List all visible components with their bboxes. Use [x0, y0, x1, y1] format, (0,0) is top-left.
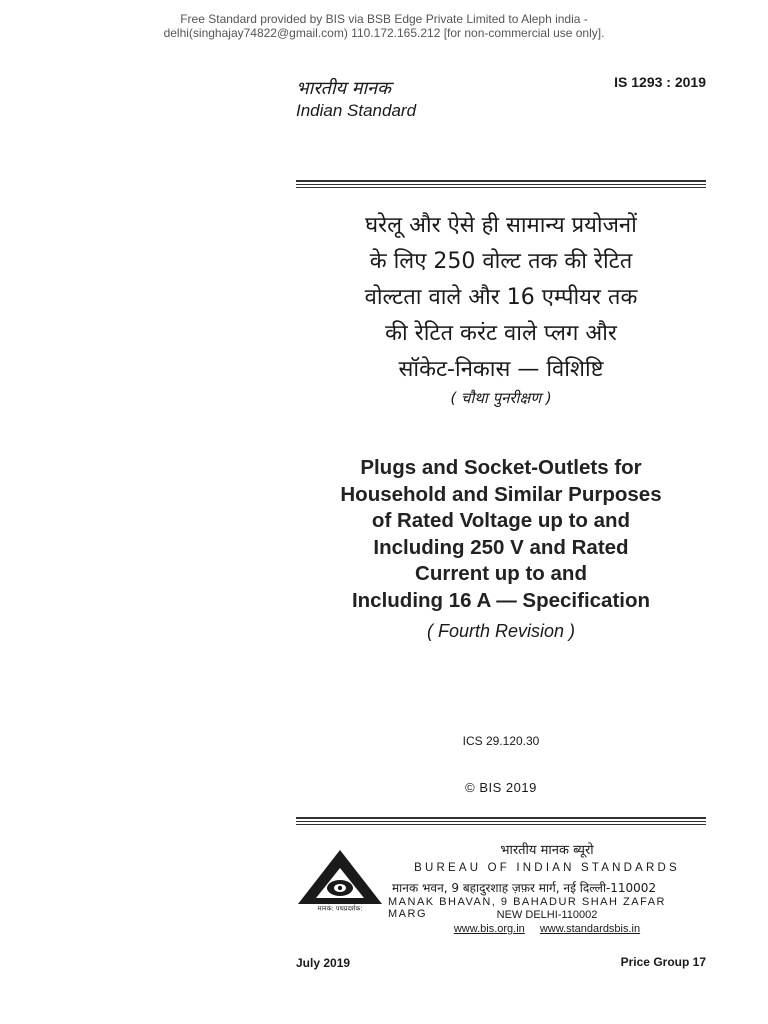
address-city: NEW DELHI-110002 — [496, 909, 598, 921]
english-title-line: of Rated Voltage up to and — [371, 509, 631, 532]
address-english: MANAK BHAVAN, 9 BAHADUR SHAH ZAFAR MARG — [388, 896, 666, 920]
english-title-line: Current up to and — [415, 562, 587, 585]
bis-website-link[interactable]: www.bis.org.in — [453, 923, 525, 935]
hindi-revision: ( चौथा पुनरीक्षण ) — [450, 389, 552, 407]
bis-logo-icon — [294, 848, 386, 912]
watermark-notice — [0, 12, 768, 40]
price-group: Price Group 17 — [620, 955, 706, 969]
watermark-line-1: Free Standard provided by BIS via BSB Edge Private Limited to Aleph india - — [180, 12, 588, 26]
english-title-line: Plugs and Socket-Outlets for — [360, 456, 642, 479]
hindi-title-line: के लिए 250 वोल्ट तक की रेटित — [369, 249, 633, 274]
hindi-title-line: घरेलू और ऐसे ही सामान्य प्रयोजनों — [365, 213, 637, 238]
top-divider — [296, 180, 706, 190]
hindi-title — [296, 208, 706, 388]
hindi-title-line: वोल्टता वाले और 16 एम्पीयर तक — [364, 285, 638, 310]
bottom-divider — [296, 817, 706, 827]
watermark-line-2: delhi(singhajay74822@gmail.com) 110.172.165.212 [for non-commercial use only]. — [163, 26, 605, 40]
address-hindi: मानक भवन, 9 बहादुरशाह ज़फ़र मार्ग, नई दिल्ली-110002 — [392, 881, 657, 895]
publication-date: July 2019 — [296, 956, 351, 970]
hindi-standard-label: भारतीय मानक — [296, 78, 392, 99]
english-standard-label: Indian Standard — [296, 101, 417, 120]
website-links — [388, 923, 706, 935]
standardsbis-website-link[interactable]: www.standardsbis.in — [539, 923, 641, 935]
english-revision: ( Fourth Revision ) — [426, 621, 576, 641]
english-title — [296, 455, 706, 614]
english-title-line: Including 16 A — Specification — [351, 588, 651, 612]
english-title-line: Including 250 V and Rated — [373, 535, 629, 559]
logo-motto: मानक: पथप्रदर्शक: — [317, 904, 363, 912]
hindi-title-line: सॉकेट-निकास — विशिष्टि — [398, 357, 604, 382]
bureau-name-hindi: भारतीय मानक ब्यूरो — [500, 843, 594, 858]
standard-number: IS 1293 : 2019 — [614, 74, 706, 90]
english-title-line: Household and Similar Purposes — [340, 482, 662, 506]
bureau-name-english: BUREAU OF INDIAN STANDARDS — [414, 862, 680, 874]
ics-code: ICS 29.120.30 — [462, 734, 540, 748]
hindi-title-line: की रेटित करंट वाले प्लग और — [385, 321, 617, 346]
copyright-notice: © BIS 2019 — [465, 780, 537, 795]
